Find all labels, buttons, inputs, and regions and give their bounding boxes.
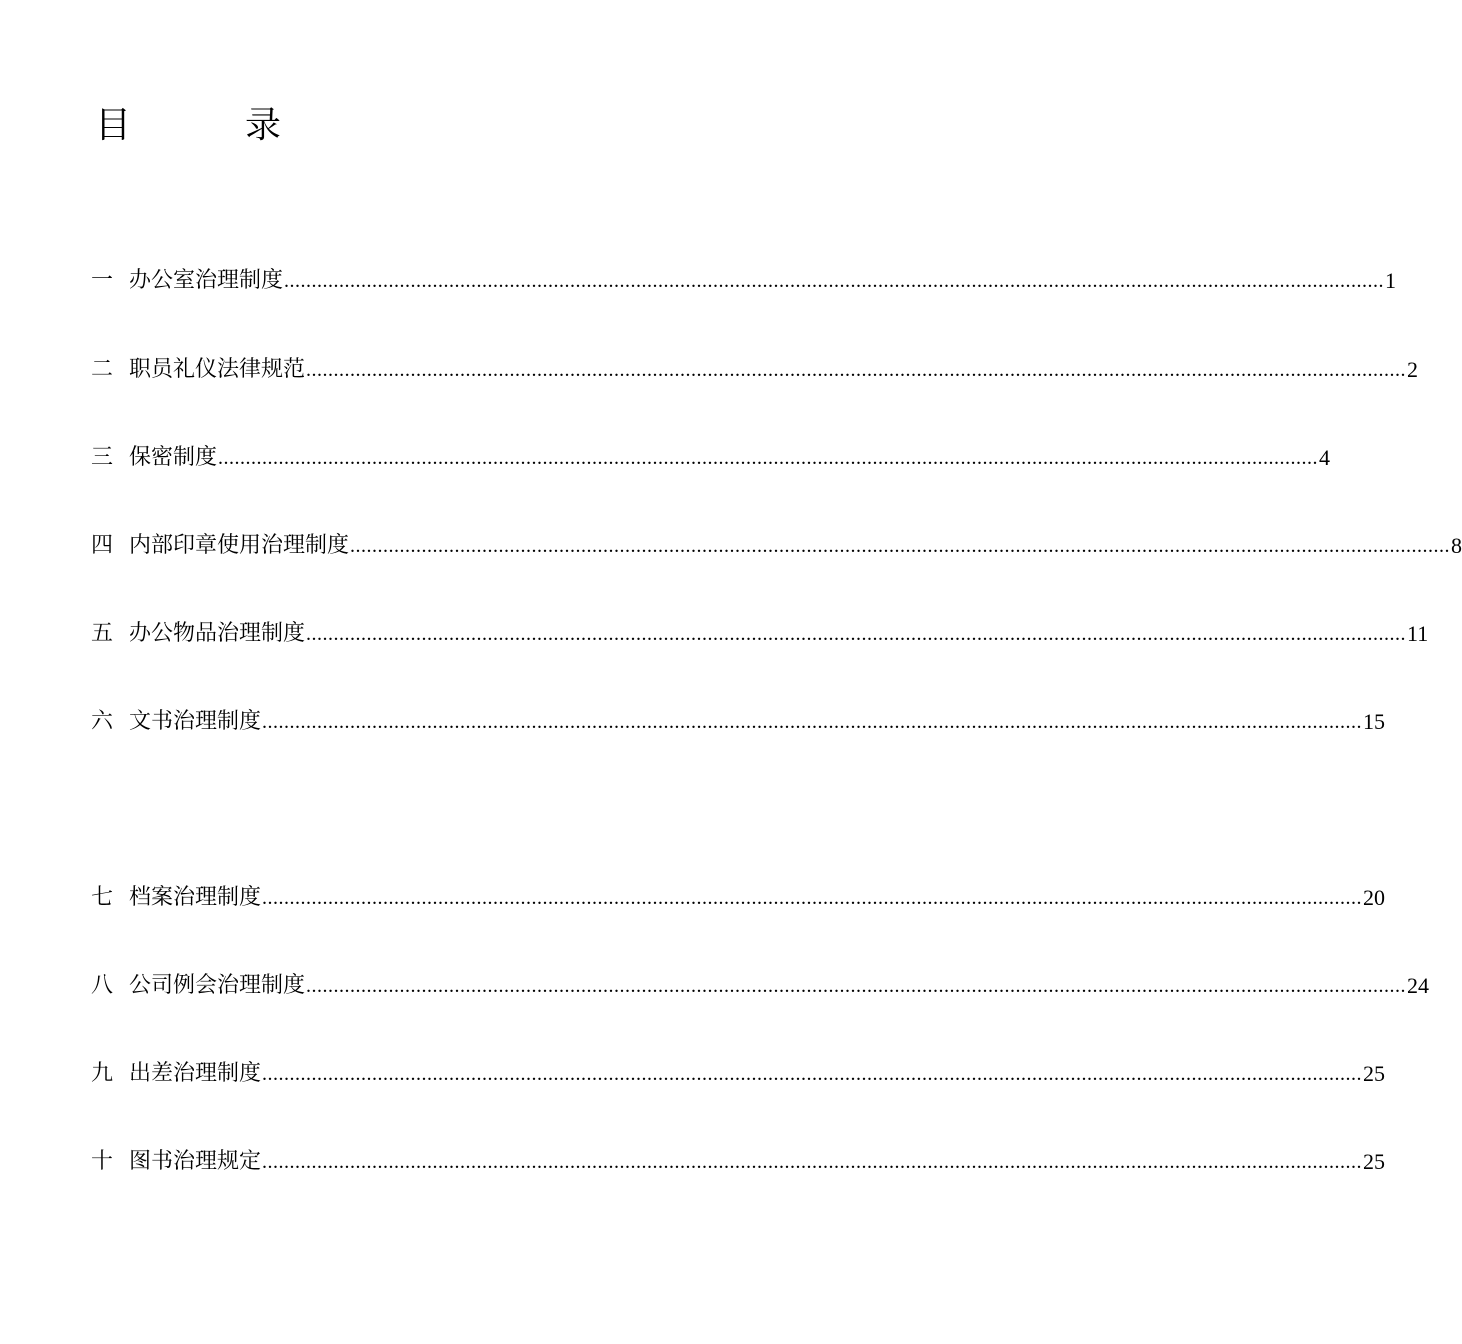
- toc-entry-number: 四: [91, 533, 114, 558]
- toc-entry-title: 职员礼仪法律规范: [129, 357, 306, 382]
- toc-entry-page: 11: [1407, 621, 1429, 646]
- toc-entry-page: 2: [1407, 357, 1419, 382]
- toc-entry[interactable]: [91, 1059, 1386, 1089]
- dot-leader: ........................................................................................................................................................................................................: [306, 359, 1407, 381]
- toc-entry[interactable]: [91, 266, 1397, 296]
- toc-entry[interactable]: [91, 355, 1419, 385]
- dot-leader: ........................................................................................................................................................................................................: [306, 623, 1407, 645]
- toc-entry[interactable]: [91, 707, 1386, 737]
- toc-entry-page: 4: [1319, 445, 1331, 470]
- toc-entry-page: 8: [1451, 533, 1462, 558]
- toc-entry-page: 24: [1407, 973, 1430, 998]
- dot-leader: ........................................................................................................................................................................................................: [350, 535, 1451, 557]
- dot-leader: ........................................................................................................................................................................................................: [262, 1151, 1363, 1173]
- toc-entry-number: 一: [91, 268, 114, 293]
- toc-entry-page: 15: [1363, 709, 1386, 734]
- toc-entry-number: 六: [91, 709, 114, 734]
- toc-entry-page: 25: [1363, 1061, 1386, 1086]
- page-title: [95, 98, 281, 154]
- toc-entry-page: 20: [1363, 885, 1386, 910]
- toc-entry[interactable]: [91, 443, 1331, 473]
- toc-entry[interactable]: [91, 1147, 1386, 1177]
- toc-entry-title: 公司例会治理制度: [129, 973, 306, 998]
- toc-entry-title: 图书治理规定: [129, 1149, 262, 1174]
- toc-entry-title: 保密制度: [129, 445, 218, 470]
- toc-entry[interactable]: [91, 619, 1429, 649]
- toc-entry[interactable]: [91, 971, 1430, 1001]
- toc-entry-number: 三: [91, 445, 114, 470]
- toc-entry-title: 文书治理制度: [129, 709, 262, 734]
- toc-entry-title: 出差治理制度: [129, 1061, 262, 1086]
- toc-entry-number: 五: [91, 621, 114, 646]
- toc-entry[interactable]: [91, 531, 1462, 561]
- dot-leader: ........................................................................................................................................................................................................: [262, 711, 1363, 733]
- toc-entry-number: 十: [91, 1149, 114, 1174]
- toc-entry[interactable]: [91, 883, 1386, 913]
- toc-entry-number: 八: [91, 973, 114, 998]
- toc-entry-page: 1: [1385, 268, 1397, 293]
- toc-entry-title: 档案治理制度: [129, 885, 262, 910]
- dot-leader: ........................................................................................................................................................................................................: [306, 975, 1407, 997]
- dot-leader: ........................................................................................................................................................................................................: [262, 1063, 1363, 1085]
- toc-entry-title: 办公室治理制度: [129, 268, 284, 293]
- title-char-2: 录: [245, 105, 282, 146]
- dot-leader: ........................................................................................................................................................................................................: [218, 447, 1319, 469]
- toc-entry-page: 25: [1363, 1149, 1386, 1174]
- toc-entry-title: 办公物品治理制度: [129, 621, 306, 646]
- dot-leader: ........................................................................................................................................................................................................: [262, 887, 1363, 909]
- toc-entry-number: 九: [91, 1061, 114, 1086]
- toc-entry-number: 二: [91, 357, 114, 382]
- title-char-1: 目: [95, 105, 132, 146]
- dot-leader: ........................................................................................................................................................................................................: [284, 270, 1385, 292]
- toc-entry-title: 内部印章使用治理制度: [129, 533, 350, 558]
- toc-entry-number: 七: [91, 885, 114, 910]
